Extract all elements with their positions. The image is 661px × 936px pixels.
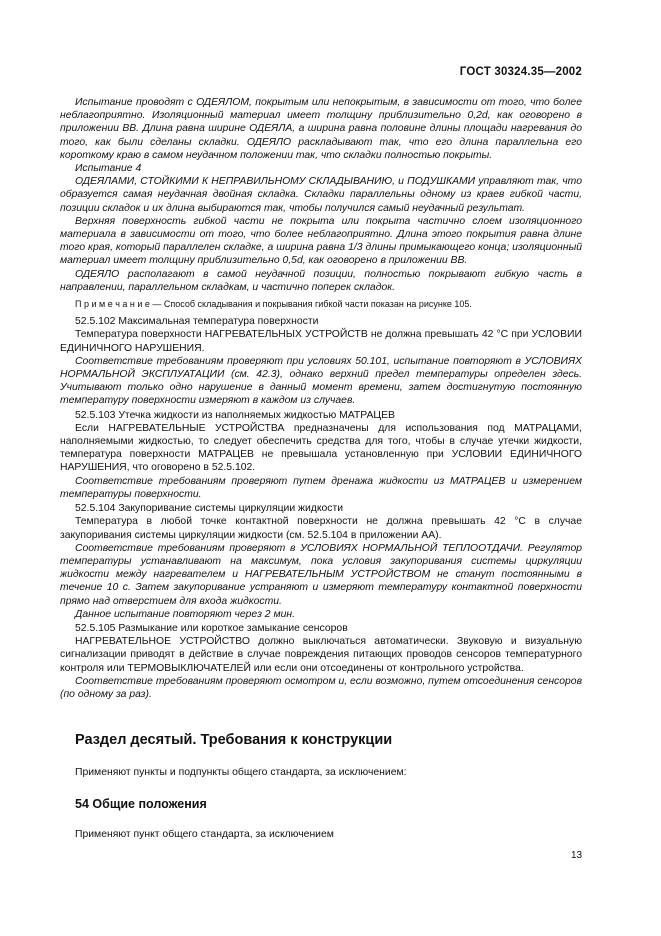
paragraph: ОДЕЯЛАМИ, СТОЙКИМИ К НЕПРАВИЛЬНОМУ СКЛАДЫВАНИЮ, и ПОДУШКАМИ управляют так, что образуется самая неудачная двойная складка. Складки параллельны одному из краев гибкой части, позиции складок и их длина выбираются так, чтобы получился самый неудачный результат. [60,176,582,214]
paragraph: Данное испытание повторяют через 2 мин. [75,608,295,620]
paragraph: ОДЕЯЛО располагают в самой неудачной позиции, полностью покрывают гибкую часть в направлении, параллельном складкам, и частично поперек складок. [60,268,582,293]
section-title: Раздел десятый. Требования к конструкции [75,732,393,748]
clause-heading: 52.5.104 Закупоривание системы циркуляции жидкости [75,503,344,515]
clause-heading: 52.5.102 Максимальная температура поверхности [75,316,319,328]
body-text [60,96,582,701]
paragraph: Верхняя поверхность гибкой части не покрыта или покрыта частично слоем изоляционного материала в зависимости от того, что более неблагоприятно. Длина этого покрытия равна длине того края, который параллелен складке, а ширина равна 1/3 длины примыкающего конца; изоляционный материал имеет толщину приблизительно 0,5d, как оговорено в приложении ВВ. [60,215,582,267]
paragraph: Температура поверхности НАГРЕВАТЕЛЬНЫХ УСТРОЙСТВ не должна превышать 42 °C при УСЛОВИИ ЕДИНИЧНОГО НАРУШЕНИЯ. [60,329,582,354]
page-number: 13 [571,850,583,861]
paragraph: Соответствие требованиям проверяют при условиях 50.101, испытание повторяют в УСЛОВИЯХ НОРМАЛЬНОЙ ЭКСПЛУАТАЦИИ (см. 42.3), однако верхний предел температуры определен здесь. Учитывают только одно нарушение в данный момент времени, затем достигнутую постоянную температуру поверхности измеряют в каждом из случаев. [60,355,582,407]
section-intro: Применяют пункты и подпункты общего стандарта, за исключением: [75,767,407,778]
note-paragraph: П р и м е ч а н и е — Способ складывания и покрывания гибкой части показан на рисунке 105. [75,299,472,310]
clause-heading: 52.5.103 Утечка жидкости из наполняемых жидкостью МАТРАЦЕВ [75,409,395,421]
paragraph: Температура в любой точке контактной поверхности не должна превышать 42 °C в случае закупоривания системы циркуляции жидкости (см. 52.5.104 в приложении АА). [60,516,582,541]
paragraph: Соответствие требованиям проверяют в УСЛОВИЯХ НОРМАЛЬНОЙ ТЕПЛООТДАЧИ. Регулятор температуры устанавливают на максимум, пока условия закупоривания системы циркуляции жидкости между нагревателем и НАГРЕВАТЕЛЬНЫМ УСТРОЙСТВОМ не станут постоянными в течение 10 с. Затем закупоривание устраняют и измеряют температуру контактной поверхности прямо над отверстием для входа жидкости. [60,542,582,607]
subsection-title: 54 Общие положения [75,797,207,811]
doc-code-header: ГОСТ 30324.35—2002 [459,66,582,78]
paragraph: Если НАГРЕВАТЕЛЬНЫЕ УСТРОЙСТВА предназначены для использования под МАТРАЦАМИ, наполняемыми жидкостью, то следует обеспечить средства для того, чтобы в случае утечки жидкости, температура поверхности МАТРАЦЕВ не превышала установленную при УСЛОВИИ ЕДИНИЧНОГО НАРУШЕНИЯ, что оговорено в 52.5.102. [60,422,582,474]
paragraph: Соответствие требованиям проверяют путем дренажа жидкости из МАТРАЦЕВ и измерением температуры поверхности. [60,475,582,500]
paragraph: Соответствие требованиям проверяют осмотром и, если возможно, путем отсоединения сенсоров (по одному за раз). [60,675,582,700]
paragraph: Испытание проводят с ОДЕЯЛОМ, покрытым или непокрытым, в зависимости от того, что более неблагоприятно. Изоляционный материал имеет толщину приблизительно 0,2d, как оговорено в приложении ВВ. Длина равна ширине ОДЕЯЛА, а ширина равна половине длины площади нагревания до того, как были сделаны складки. ОДЕЯЛО раскладывают так, что его длина параллельна его короткому краю в самом неудачном положении так, что складки полностью покрыты. [60,97,582,161]
paragraph: Испытание 4 [75,163,142,175]
subsection-intro: Применяют пункт общего стандарта, за исключением [75,829,334,840]
paragraph: НАГРЕВАТЕЛЬНОЕ УСТРОЙСТВО должно выключаться автоматически. Звуковую и визуальную сигнализации приводят в действие в случае повреждения питающих проводов сенсоров температурного контроля или ТЕРМОВЫКЛЮЧАТЕЛЕЙ или если они отсоединены от контрольного устройства. [60,636,582,674]
clause-heading: 52.5.105 Размыкание или короткое замыкание сенсоров [75,622,348,634]
